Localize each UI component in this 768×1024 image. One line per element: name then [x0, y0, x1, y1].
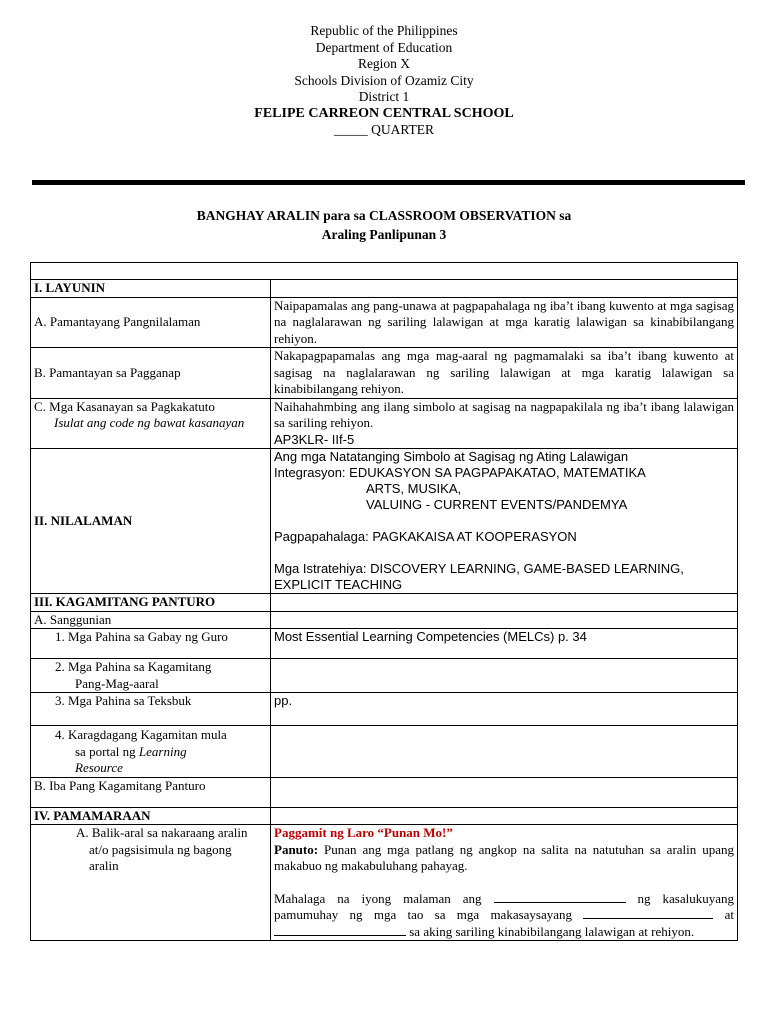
row-value: pp.	[271, 693, 738, 726]
section-heading: I. LAYUNIN	[31, 280, 271, 298]
row-label: A. Sanggunian	[31, 611, 271, 629]
empty-cell	[271, 280, 738, 298]
table-row	[31, 280, 738, 298]
nilalaman-cell	[271, 449, 738, 594]
quarter-label: QUARTER	[371, 122, 435, 137]
istratehiya-label: Mga Istratehiya:	[274, 561, 367, 576]
row-label: 3. Mga Pahina sa Teksbuk	[31, 693, 271, 726]
title-line-2: Araling Panlipunan 3	[321, 227, 447, 242]
topic-text: Ang mga Natatanging Simbolo at Sagisag ng Ating Lalawigan	[274, 449, 629, 464]
table-row	[31, 398, 738, 449]
integrasyon-value: VALUING - CURRENT EVENTS/PANDEMYA	[366, 497, 628, 512]
panuto-label: Panuto:	[274, 841, 319, 857]
row-sublabel: Isulat ang code ng bawat kasanayan	[54, 415, 245, 430]
school-name: FELIPE CARREON CENTRAL SCHOOL	[254, 105, 514, 121]
table-row	[31, 629, 738, 659]
row-label-cell	[31, 825, 271, 941]
table-row	[31, 659, 738, 693]
table-row	[31, 263, 738, 280]
row-label: Resource	[75, 760, 123, 775]
header-line: Region X	[357, 56, 411, 71]
document-title	[0, 206, 768, 244]
empty-top-row	[31, 263, 738, 280]
table-row	[31, 297, 738, 348]
row-value: Naipapamalas ang pang-unawa at pagpapahalaga ng iba’t ibang kuwento at mga sagisag na naglalarawan ng sariling lalawigan at mga karatig lalawigan sa kinabibilangang rehiyon.	[271, 297, 738, 348]
row-label-cell	[31, 726, 271, 778]
row-label: B. Iba Pang Kagamitang Panturo	[31, 777, 271, 807]
header-line: Schools Division of Ozamiz City	[294, 72, 474, 88]
row-label: Pang-Mag-aaral	[75, 675, 159, 691]
integrasyon-value: ARTS, MUSIKA,	[366, 481, 462, 496]
pagpapahalaga-label: Pagpapahalaga:	[274, 529, 369, 544]
table-row	[31, 693, 738, 726]
istratehiya-value: DISCOVERY LEARNING, GAME-BASED LEARNING, EXPLICIT TEACHING	[274, 561, 684, 592]
row-value: Naihahahmbing ang ilang simbolo at sagisag na nagpapakilala ng iba’t ibang lalawigan sa sariling rehiyon.	[274, 398, 734, 430]
table-row	[31, 348, 738, 399]
row-value: Nakapagpapamalas ang mga mag-aaral ng pagmamalaki sa iba’t ibang kuwento at sagisag na naglalarawan ng sariling lalawigan at mga karatig lalawigan sa kinabibilangang rehiyon.	[271, 348, 738, 399]
header-line: Department of Education	[315, 39, 453, 55]
table-row	[31, 594, 738, 612]
table-row	[31, 611, 738, 629]
row-label: C. Mga Kasanayan sa Pagkakatuto	[34, 398, 215, 414]
row-value-cell	[271, 398, 738, 449]
table-row	[31, 726, 738, 778]
passage-text: ng kasalukuyang pamumuhay ng mga tao sa mga makasaysayang	[274, 890, 735, 922]
row-value-cell	[271, 825, 738, 941]
passage-text: at	[724, 907, 735, 922]
table-row	[31, 807, 738, 825]
row-label: 2. Mga Pahina sa Kagamitang	[55, 659, 212, 674]
integrasyon-value: EDUKASYON SA PAGPAPAKATAO, MATEMATIKA	[349, 465, 646, 480]
row-label: 1. Mga Pahina sa Gabay ng Guro	[31, 629, 271, 659]
lesson-plan-table	[30, 262, 738, 941]
row-label: aralin	[89, 858, 119, 873]
empty-cell	[271, 594, 738, 612]
document-header	[0, 23, 768, 139]
empty-cell	[271, 726, 738, 778]
table-row	[31, 825, 738, 941]
header-line: Republic of the Philippines	[310, 23, 458, 38]
row-label: at/o pagsisimula ng bagong	[89, 841, 232, 857]
section-heading: II. NILALAMAN	[31, 449, 271, 594]
section-heading: IV. PAMAMARAAN	[31, 807, 271, 825]
row-value: Most Essential Learning Competencies (MELCs) p. 34	[271, 629, 738, 659]
table-row	[31, 449, 738, 594]
empty-cell	[271, 777, 738, 807]
row-label-cell	[31, 398, 271, 449]
competency-code: AP3KLR- IIf-5	[274, 431, 355, 447]
game-title: Paggamit ng Laro “Punan Mo!”	[274, 825, 453, 840]
row-label-cell	[31, 659, 271, 693]
quarter-line	[0, 122, 768, 139]
empty-cell	[271, 611, 738, 629]
fill-blank	[274, 924, 406, 936]
section-heading: III. KAGAMITANG PANTURO	[31, 594, 271, 612]
passage-text: Mahalaga na iyong malaman ang	[274, 890, 482, 906]
row-label: A. Pamantayang Pangnilalaman	[31, 297, 271, 348]
fill-blank	[494, 891, 626, 903]
row-label: sa portal ng	[75, 743, 136, 759]
row-label: B. Pamantayan sa Pagganap	[31, 348, 271, 399]
panuto-text: Punan ang mga patlang ng angkop na salita na natutuhan sa aralin upang makabuo ng makabuluhang pahayag.	[274, 841, 734, 873]
empty-cell	[271, 807, 738, 825]
header-divider	[32, 180, 745, 185]
title-line-1: BANGHAY ARALIN para sa CLASSROOM OBSERVATION sa	[196, 208, 572, 223]
quarter-blank: _____	[333, 122, 368, 137]
integrasyon-label: Integrasyon:	[274, 465, 346, 480]
row-label: A. Balik-aral sa nakaraang aralin	[76, 825, 248, 840]
fill-blank	[583, 907, 713, 919]
fill-in-passage	[274, 891, 734, 941]
table-row	[31, 777, 738, 807]
row-label: Learning	[138, 743, 187, 759]
row-label: 4. Karagdagang Kagamitan mula	[55, 727, 227, 742]
header-line: District 1	[358, 89, 410, 104]
passage-text: sa aking sariling kinabibilangang lalawigan at rehiyon.	[409, 923, 695, 939]
empty-cell	[271, 659, 738, 693]
pagpapahalaga-value: PAGKAKAISA AT KOOPERASYON	[372, 529, 577, 544]
